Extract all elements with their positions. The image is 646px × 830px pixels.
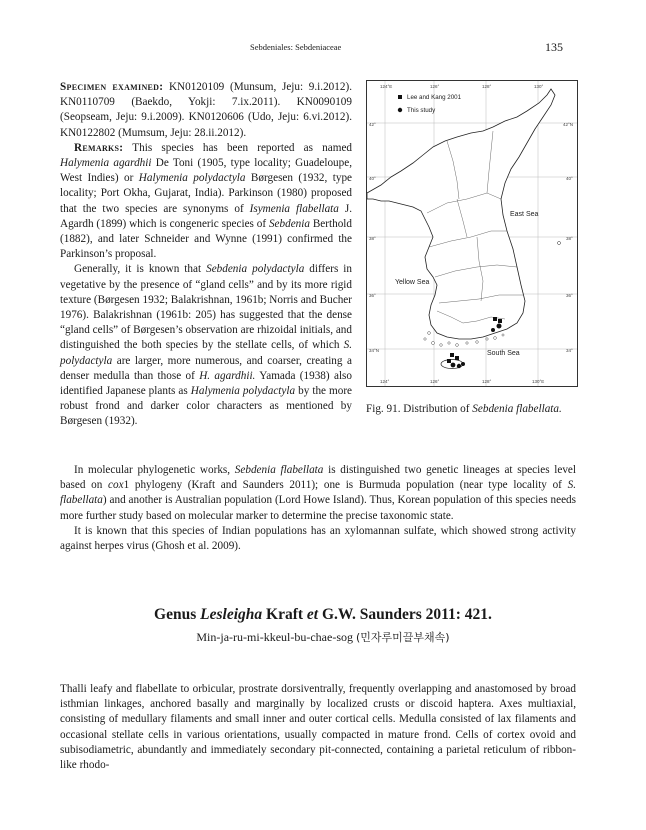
body-text: 1 phylogeny (Kraft and Saunders 2011); one is Burmuda population (near type locality of (123, 479, 568, 492)
distribution-map (366, 80, 578, 387)
legend-lee-kang: Lee and Kang 2001 (407, 94, 462, 101)
genus-heading (0, 606, 646, 624)
remarks-text: Berthold (1882), and later Schneider and Wynne (1991) confirmed the Parkinson’s proposal. (60, 217, 352, 261)
indian-paragraph: It is known that this species of Indian populations has an xylomannan sulfate, which showed strong activity against herpes virus (Ghosh et al. 2009). (60, 524, 576, 553)
species-name: S. flabellata (60, 479, 576, 507)
lat-label-left: 38° (369, 236, 376, 241)
species-name: Sebdenia flabellata (234, 464, 324, 476)
specimen-text: KN0120109 (Munsum, Jeju: 9.i.2012). KN0110709 (Baekdo, Yokji: 7.ix.2011). KN0090109 (Seopseam, Jeju: 9.i.2009). KN0120606 (Udo, Jeju: 6.vi.2012). KN0122802 (Mumsum, Jeju: 28.ii.2012). (60, 81, 352, 139)
caption-text: Fig. 91. Distribution of (366, 403, 473, 415)
lat-label-right: 40° (566, 176, 573, 181)
page-number: 135 (545, 40, 563, 54)
legend-dot-marker (398, 108, 402, 112)
genus-prefix: Genus (154, 606, 201, 623)
figure-caption (366, 402, 578, 417)
south-sea-label: South Sea (487, 350, 520, 357)
genus-authors: Kraft (262, 606, 307, 623)
remarks-text: Børgesen (1932, type locality; Port Okha, Gujarat, India). Parkinson (1980) proposed that the two species are synonyms of (60, 172, 353, 215)
molecular-paragraph-block (60, 463, 576, 554)
lon-label-top: 128° (482, 84, 492, 89)
general-text: Generally, it is known that (74, 263, 207, 276)
lon-label-bottom: 126° (430, 379, 440, 384)
general-text: are larger, more numerous, and coarser, creating a denser medulla than those of (60, 354, 352, 382)
lon-label-top: 130° (534, 84, 544, 89)
gene-name: cox (108, 479, 124, 492)
korea-map-svg (367, 81, 577, 386)
map-legend (398, 94, 462, 114)
lon-label-top: 126° (430, 84, 440, 89)
running-head: Sebdeniales: Sebdeniaceae (250, 42, 342, 52)
genus-description-block (60, 682, 576, 773)
remarks-text: This species has been reported as named (123, 141, 352, 154)
east-sea-label: East Sea (510, 211, 539, 218)
general-text: Yamada (1938) also identified Japanese plants as (60, 369, 352, 398)
lat-label-left: 36° (369, 293, 376, 298)
lon-label-bottom: 124° (380, 379, 390, 384)
genus-description: Thalli leafy and flabellate to orbicular, prostrate dorsiventrally, frequently overlapping and anastomosed by broad isthmian linkages, anchored basally and marginally by localized crusts or discoid haptera. Axes multiaxial, consisting of medullary filaments and small inner and outer cortical cells. Medulla consisted of lax filaments and occasional stellate cells in various orientations, usually compacted in mature frond. Cells of cortex ovoid and subisodiametric, abundantly and immediately secondary pit-connected, containing a parietal reticulum of ribbon-like rhodo- (60, 683, 576, 772)
body-text: is distinguished two genetic lineages at species level based on (60, 464, 576, 492)
page-header (0, 42, 646, 56)
species-name: Isymenia flabellata (249, 202, 339, 215)
left-column-text (60, 80, 352, 430)
genus-authors: G.W. Saunders 2011: 421. (318, 606, 492, 623)
yellow-sea-label: Yellow Sea (395, 279, 430, 286)
specimen-paragraph (60, 80, 352, 141)
remarks-label: Remarks: (74, 141, 124, 154)
genus-name: Sebdenia (268, 217, 310, 230)
lat-label-right: 38° (566, 236, 573, 241)
body-text: ) and another is Australian population (Lord Howe Island). Thus, Korean population of this species needs more further study based on molecular marker to determine the precise taxonomic state. (60, 494, 576, 522)
remarks-text: J. Agardh (1899) which is congeneric species of (60, 202, 352, 230)
lon-label-bottom: 128° (482, 379, 492, 384)
genus-korean-name (0, 629, 646, 645)
molecular-paragraph (60, 463, 576, 524)
general-text: by the more robust frond and darker color characters as mentioned by Børgesen (1932). (60, 385, 353, 428)
remarks-text: De Toni (1905, type locality; Guadeloupe, West Indies) or (60, 157, 353, 185)
lat-label-left: 40° (369, 176, 376, 181)
lat-label-left: 34°N (369, 348, 380, 353)
general-text: differs in vegetative by the presence of “gland cells” and by its more rigid texture (Børgesen 1932; Balakrishnan, 1961b; Norris and Bucher 1976). Balakrishnan (1961b: 205) has suggested that the dense “gland cells” of Børgesen’s observation are rhizoidal initials, and distinguished the both species by the stellate cells, of which (60, 263, 352, 352)
body-text: In molecular phylogenetic works, (74, 464, 235, 476)
genus-hangul: (민자루미끌부채속) (356, 631, 450, 644)
species-name: Halymenia agardhii (60, 157, 152, 170)
caption-species: Sebdenia flabellata. (472, 403, 562, 415)
species-name: Sebdenia polydactyla (206, 263, 305, 276)
lat-label-right: 42°N (563, 122, 574, 127)
lat-label-right: 34° (566, 348, 573, 353)
lat-label-left: 42° (369, 122, 376, 127)
remarks-paragraph (60, 141, 352, 263)
legend-square-marker (398, 95, 402, 99)
legend-this-study: This study (407, 107, 436, 114)
specimen-label: Specimen examined: (60, 81, 164, 93)
species-name: Halymenia polydactyla (190, 385, 296, 398)
species-name: Halymenia polydactyla (138, 172, 246, 185)
ulleung-island (558, 242, 561, 245)
lon-label-bottom: 130°E (532, 379, 545, 384)
general-paragraph (60, 262, 352, 429)
genus-romanized: Min-ja-ru-mi-kkeul-bu-chae-sog (196, 630, 353, 644)
lon-label-top: 124°E (380, 84, 393, 89)
genus-et: et (306, 606, 319, 623)
genus-name: Lesleigha (200, 606, 263, 623)
species-name: H. agardhii. (199, 369, 256, 382)
lat-label-right: 36° (566, 293, 573, 298)
species-name: S. polydactyla (60, 339, 352, 367)
